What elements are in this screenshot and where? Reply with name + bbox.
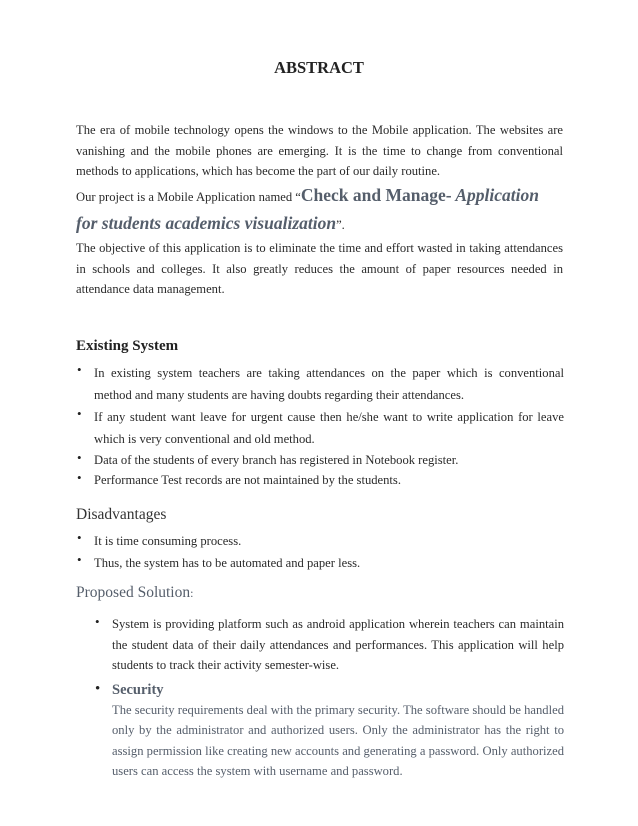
list-item-text: System is providing platform such as android application wherein teachers can maintain the student data of their daily attendances and performances. This application will help students to track their activity semester-wise. bbox=[112, 617, 564, 672]
list-item bbox=[77, 530, 564, 552]
page-title: ABSTRACT bbox=[274, 58, 364, 77]
bullet-icon: • bbox=[95, 680, 101, 697]
intro-paragraph: The era of mobile technology opens the windows to the Mobile application. The websites are vanishing and the mobile phones are emerging. It is the time to change from conventional methods to applications, which has become the part of our daily routine. bbox=[76, 123, 563, 178]
list-item-text: It is time consuming process. bbox=[94, 534, 242, 548]
project-lead-text: Our project is a Mobile Application named “ bbox=[76, 190, 301, 204]
list-item-text: Performance Test records are not maintained by the students. bbox=[94, 473, 401, 487]
disadvantages-list bbox=[77, 530, 564, 574]
bullet-icon: • bbox=[77, 450, 82, 465]
bullet-icon: • bbox=[77, 406, 82, 421]
list-item bbox=[77, 450, 564, 470]
objective-paragraph: The objective of this application is to eliminate the time and effort wasted in taking attendances in schools and colleges. It also greatly reduces the amount of paper resources needed in attendance data management. bbox=[76, 241, 563, 296]
project-name-bold: Check and Manage- bbox=[300, 185, 452, 205]
bullet-icon: • bbox=[77, 552, 82, 567]
list-item bbox=[77, 552, 564, 574]
proposed-solution-list bbox=[95, 614, 564, 782]
security-item bbox=[95, 680, 564, 782]
list-item bbox=[77, 406, 564, 450]
list-item-text: If any student want leave for urgent cause then he/she want to write application for leave which is very conventional and old method. bbox=[94, 410, 564, 446]
bullet-icon: • bbox=[77, 530, 82, 545]
list-item-text: Data of the students of every branch has registered in Notebook register. bbox=[94, 453, 459, 467]
list-item bbox=[77, 362, 564, 406]
proposed-solution-heading-text: Proposed Solution bbox=[76, 584, 191, 601]
security-heading: Security bbox=[112, 681, 164, 698]
existing-system-heading: Existing System bbox=[76, 338, 179, 354]
project-tail-text: ”. bbox=[336, 218, 345, 232]
disadvantages-heading: Disadvantages bbox=[76, 506, 167, 523]
proposed-solution-heading bbox=[76, 584, 193, 602]
list-item-text: In existing system teachers are taking attendances on the paper which is conventional method and many students are having doubts regarding their attendances. bbox=[94, 366, 564, 402]
bullet-icon: • bbox=[95, 614, 100, 629]
proposed-solution-heading-colon: : bbox=[190, 586, 194, 600]
list-item bbox=[77, 470, 564, 490]
bullet-icon: • bbox=[77, 362, 82, 377]
bullet-icon: • bbox=[77, 470, 82, 485]
existing-system-list bbox=[77, 362, 564, 490]
list-item-text: Thus, the system has to be automated and paper less. bbox=[94, 556, 361, 570]
project-name-paragraph bbox=[76, 182, 563, 238]
security-text: The security requirements deal with the primary security. The software should be handled only by the administrator and authorized users. Only the administrator has the right to assign permission like creating new accounts and generating a password. Only authorized users can access the system with username and password. bbox=[112, 702, 564, 778]
project-name-italic: Application for students academics visualization bbox=[76, 185, 539, 233]
list-item bbox=[95, 614, 564, 676]
